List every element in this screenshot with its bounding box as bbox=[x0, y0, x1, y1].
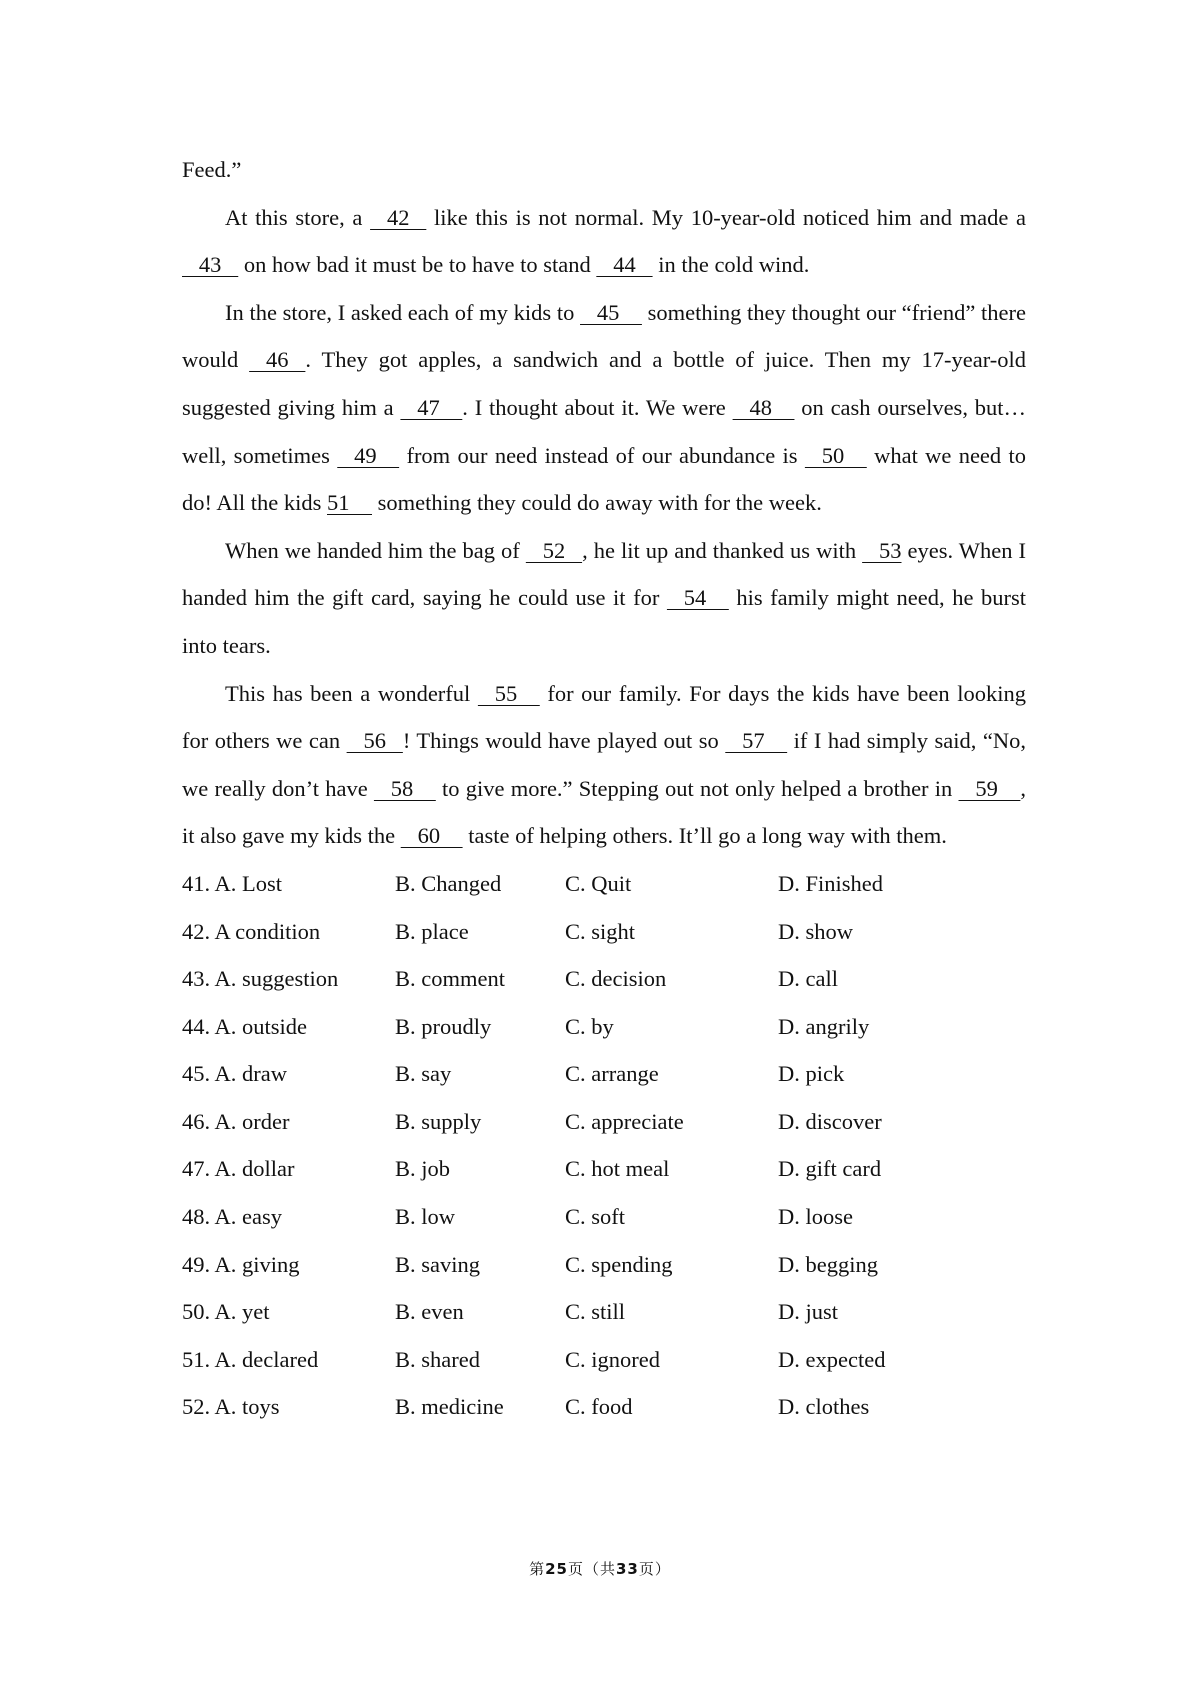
passage-text: to give more.” Stepping out not only helped a brother in bbox=[435, 775, 959, 801]
option-row-50 bbox=[182, 1288, 1026, 1336]
option-d: D. pick bbox=[778, 1061, 845, 1087]
option-d: D. expected bbox=[778, 1346, 886, 1372]
option-c: C. sight bbox=[565, 918, 636, 944]
option-b: B. Changed bbox=[395, 870, 502, 896]
blank-56: 56 bbox=[346, 728, 403, 754]
option-c: C. soft bbox=[565, 1204, 626, 1230]
option-a: 42. A condition bbox=[182, 918, 321, 944]
option-d: D. begging bbox=[778, 1251, 878, 1277]
option-d: D. call bbox=[778, 966, 838, 992]
option-d: D. loose bbox=[778, 1204, 853, 1230]
passage-text: from our need instead of our abundance is bbox=[399, 442, 805, 468]
passage-text: This has been a wonderful bbox=[225, 680, 478, 706]
passage-text: Feed.” bbox=[182, 157, 242, 182]
option-d: D. clothes bbox=[778, 1394, 870, 1420]
option-c: C. ignored bbox=[565, 1346, 660, 1372]
paragraph-4 bbox=[182, 670, 1026, 860]
option-d: D. Finished bbox=[778, 870, 884, 896]
paragraph-2 bbox=[182, 289, 1026, 527]
passage-text: his family might need, he burst into tears. bbox=[182, 585, 1026, 658]
paragraph-0 bbox=[182, 146, 1026, 194]
option-row-47 bbox=[182, 1145, 1026, 1193]
option-d: D. show bbox=[778, 918, 854, 944]
option-c: C. arrange bbox=[565, 1061, 659, 1087]
option-b: B. even bbox=[395, 1299, 464, 1325]
blank-50: 50 bbox=[804, 442, 867, 468]
option-a: 43. A. suggestion bbox=[182, 966, 339, 992]
passage-text: if I had simply said, “No, we really don’t have bbox=[182, 728, 1027, 801]
option-b: B. proudly bbox=[395, 1013, 492, 1039]
passage-text: , it also gave my kids the bbox=[182, 775, 1027, 849]
passage-text: taste of helping others. It’ll go a long way with them. bbox=[462, 823, 947, 849]
option-c: C. food bbox=[565, 1394, 633, 1420]
blank-44: 44 bbox=[596, 252, 653, 278]
option-row-42 bbox=[182, 908, 1026, 956]
blank-59: 59 bbox=[958, 775, 1021, 801]
option-a: 45. A. draw bbox=[182, 1061, 287, 1087]
option-row-43 bbox=[182, 955, 1026, 1003]
option-c: C. by bbox=[565, 1013, 614, 1039]
blank-52: 52 bbox=[525, 537, 583, 563]
blank-42: 42 bbox=[370, 204, 427, 230]
passage-text: . They got apples, a sandwich and a bottle of juice. Then my 17-year-old suggested giving him a bbox=[182, 347, 1027, 420]
option-b: B. job bbox=[395, 1156, 451, 1182]
passage-text: on how bad it must be to have to stand bbox=[238, 252, 597, 278]
footer-page-number: 25 bbox=[545, 1560, 568, 1578]
option-b: B. low bbox=[395, 1204, 456, 1230]
passage-text: something they could do away with for the week. bbox=[372, 490, 822, 516]
option-d: D. gift card bbox=[778, 1156, 882, 1182]
page-footer bbox=[0, 1558, 1200, 1579]
passage-text: . I thought about it. We were bbox=[462, 394, 733, 420]
footer-prefix: 第 bbox=[529, 1560, 546, 1578]
option-a: 48. A. easy bbox=[182, 1204, 282, 1230]
passage-text: like this is not normal. My 10-year-old noticed him and made a bbox=[426, 204, 1027, 230]
paragraph-1 bbox=[182, 194, 1026, 289]
option-a: 41. A. Lost bbox=[182, 870, 283, 896]
footer-suffix: 页） bbox=[638, 1560, 671, 1578]
blank-48: 48 bbox=[732, 394, 795, 420]
option-c: C. decision bbox=[565, 966, 667, 992]
blank-53: 53 bbox=[862, 537, 902, 563]
passage-text: for our family. For days the kids have been looking for others we can bbox=[182, 680, 1026, 754]
option-d: D. angrily bbox=[778, 1013, 870, 1039]
blank-57: 57 bbox=[725, 728, 788, 754]
option-d: D. just bbox=[778, 1299, 839, 1325]
passage-text: ! Things would have played out so bbox=[402, 728, 726, 754]
blank-55: 55 bbox=[477, 680, 540, 706]
cloze-passage bbox=[182, 146, 1026, 1431]
option-row-44 bbox=[182, 1003, 1026, 1051]
option-c: C. Quit bbox=[565, 870, 632, 896]
option-a: 52. A. toys bbox=[182, 1394, 280, 1420]
option-b: B. say bbox=[395, 1061, 452, 1087]
option-row-48 bbox=[182, 1193, 1026, 1241]
paragraph-3 bbox=[182, 527, 1026, 670]
passage-text: , he lit up and thanked us with bbox=[582, 537, 863, 563]
blank-49: 49 bbox=[337, 442, 400, 468]
blank-54: 54 bbox=[666, 585, 729, 611]
passage-text: At this store, a bbox=[225, 204, 371, 230]
passage-text: on cash ourselves, but… well, sometimes bbox=[182, 394, 1026, 468]
blank-47: 47 bbox=[400, 394, 463, 420]
option-row-45 bbox=[182, 1050, 1026, 1098]
blank-58: 58 bbox=[373, 775, 436, 801]
option-c: C. still bbox=[565, 1299, 626, 1325]
blank-43: 43 bbox=[182, 252, 239, 278]
option-b: B. place bbox=[395, 918, 469, 944]
option-b: B. shared bbox=[395, 1346, 480, 1372]
option-c: C. hot meal bbox=[565, 1156, 670, 1182]
blank-51: 51 bbox=[327, 490, 372, 516]
blank-46: 46 bbox=[249, 347, 306, 373]
option-a: 49. A. giving bbox=[182, 1251, 300, 1277]
footer-total-pages: 33 bbox=[616, 1560, 639, 1578]
passage-text: something they thought our “friend” there would bbox=[182, 299, 1026, 373]
blank-60: 60 bbox=[400, 823, 463, 849]
option-c: C. spending bbox=[565, 1251, 673, 1277]
option-a: 50. A. yet bbox=[182, 1299, 270, 1325]
option-d: D. discover bbox=[778, 1108, 882, 1134]
option-c: C. appreciate bbox=[565, 1108, 684, 1134]
answer-options bbox=[182, 860, 1026, 1431]
option-a: 46. A. order bbox=[182, 1108, 290, 1134]
option-row-49 bbox=[182, 1241, 1026, 1289]
option-b: B. comment bbox=[395, 966, 505, 992]
option-row-51 bbox=[182, 1336, 1026, 1384]
option-a: 44. A. outside bbox=[182, 1013, 308, 1039]
option-b: B. supply bbox=[395, 1108, 482, 1134]
passage-text: in the cold wind. bbox=[652, 252, 810, 278]
option-a: 47. A. dollar bbox=[182, 1156, 295, 1182]
option-b: B. saving bbox=[395, 1251, 481, 1277]
footer-middle: 页（共 bbox=[567, 1560, 616, 1578]
option-a: 51. A. declared bbox=[182, 1346, 319, 1372]
blank-45: 45 bbox=[580, 299, 642, 325]
option-b: B. medicine bbox=[395, 1394, 504, 1420]
passage-text: When we handed him the bag of bbox=[225, 537, 526, 563]
passage-text: eyes. When I handed him the gift card, saying he could use it for bbox=[182, 537, 1026, 611]
option-row-52 bbox=[182, 1383, 1026, 1431]
passage-text: what we need to do! All the kids bbox=[182, 442, 1026, 516]
option-row-41 bbox=[182, 860, 1026, 908]
passage-text: In the store, I asked each of my kids to bbox=[225, 299, 581, 325]
option-row-46 bbox=[182, 1098, 1026, 1146]
